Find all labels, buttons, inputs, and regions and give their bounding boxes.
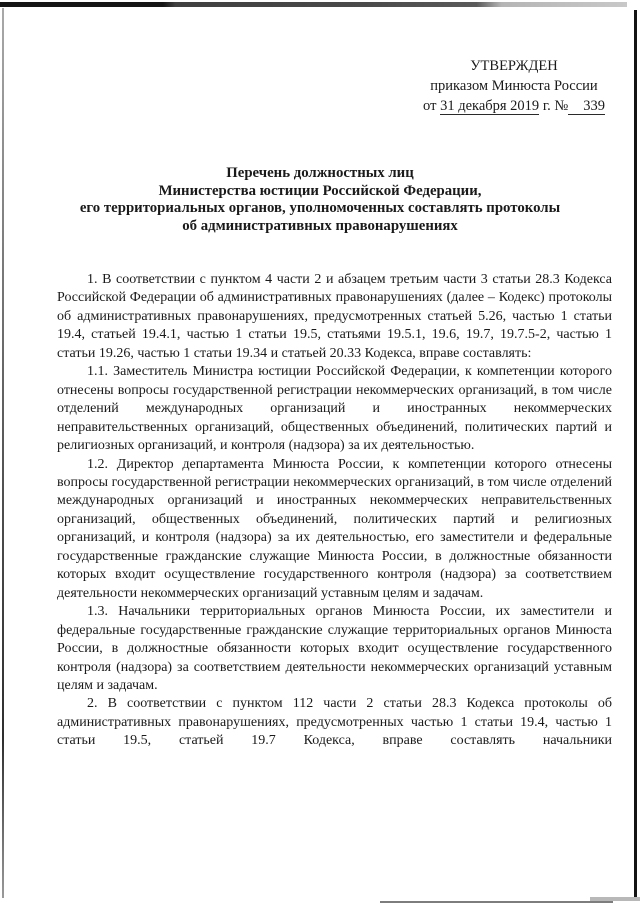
title-line-4: об административных правонарушениях bbox=[182, 217, 458, 234]
scan-artifact-right-edge bbox=[634, 10, 637, 898]
title-line-2: Министерства юстиции Российской Федерации, bbox=[158, 182, 482, 199]
order-date: 31 декабря 2019 bbox=[440, 98, 540, 114]
scan-artifact-bottom-edge bbox=[380, 901, 613, 903]
approval-date-line bbox=[411, 96, 617, 116]
approval-order-line: приказом Минюста России bbox=[430, 78, 598, 94]
title-line-1: Перечень должностных лиц bbox=[226, 165, 414, 181]
approval-date-suffix: г. № bbox=[542, 98, 569, 114]
paragraph-1: 1. В соответствии с пунктом 4 части 2 и абзацем третьим части 3 статьи 28.3 Кодекса Российской Федерации об административных правонарушениях (далее – Кодекс) протоколы об административных правонарушениях, предусмотренных статьей 5.26, частью 1 статьи 19.4, статьей 19.4.1, частью 1 статьи 19.5, статьями 19.5.1, 19.6, 19.7, 19.7.5-2, частью 1 статьи 19.26, частью 1 статьи 19.34 и статьей 20.33 Кодекса, вправе составлять: bbox=[57, 272, 612, 361]
document-body bbox=[57, 271, 612, 751]
paragraph-1-2: 1.2. Директор департамента Минюста России, к компетенции которого отнесены вопросы государственной регистрации некоммерческих организаций, в том числе отделений международных организаций и иностранных некоммерческих неправительственных организаций, общественных объединений, политических партий и религиозных организаций, и контроля (надзора) за их деятельностью, его заместители и федеральные государственные гражданские служащие Минюста России, в должностные обязанности которых входит осуществление государственного контроля (надзора) за соответствием деятельности некоммерческих организаций уставным целям и задачам. bbox=[57, 456, 612, 601]
title-line-3: его территориальных органов, уполномоченных составлять протоколы bbox=[79, 200, 561, 216]
paragraph-1-3: 1.3. Начальники территориальных органов Минюста России, их заместители и федеральные государственные гражданские служащие территориальных органов Минюста России, в должностные обязанности которых входит осуществление государственного контроля (надзора) за соответствием деятельности некоммерческих организаций уставным целям и задачам. bbox=[57, 604, 612, 693]
scan-artifact-left-edge bbox=[2, 8, 4, 898]
approval-stamp bbox=[411, 56, 617, 116]
paragraph-1-1: 1.1. Заместитель Министра юстиции Российской Федерации, к компетенции которого отнесены вопросы государственной регистрации некоммерческих организаций, в том числе отделений международных организаций и иностранных некоммерческих неправительственных организаций, общественных объединений, политических партий и религиозных организаций, и контроля (надзора) за их деятельностью. bbox=[57, 364, 612, 454]
document-title bbox=[20, 165, 620, 235]
scan-artifact-top-edge bbox=[0, 2, 627, 7]
scan-artifact-bottom-corner bbox=[590, 897, 640, 901]
approval-label: УТВЕРЖДЕН bbox=[470, 58, 558, 74]
paragraph-2: 2. В соответствии с пунктом 112 части 2 статьи 28.3 Кодекса протоколы об административных правонарушениях, предусмотренных частью 1 статьи 19.4, частью 1 статьи 19.5, статьей 19.7 Кодекса, вправе составлять начальники bbox=[57, 696, 612, 749]
approval-date-prefix: от bbox=[423, 98, 437, 114]
order-number: 339 bbox=[568, 98, 605, 115]
